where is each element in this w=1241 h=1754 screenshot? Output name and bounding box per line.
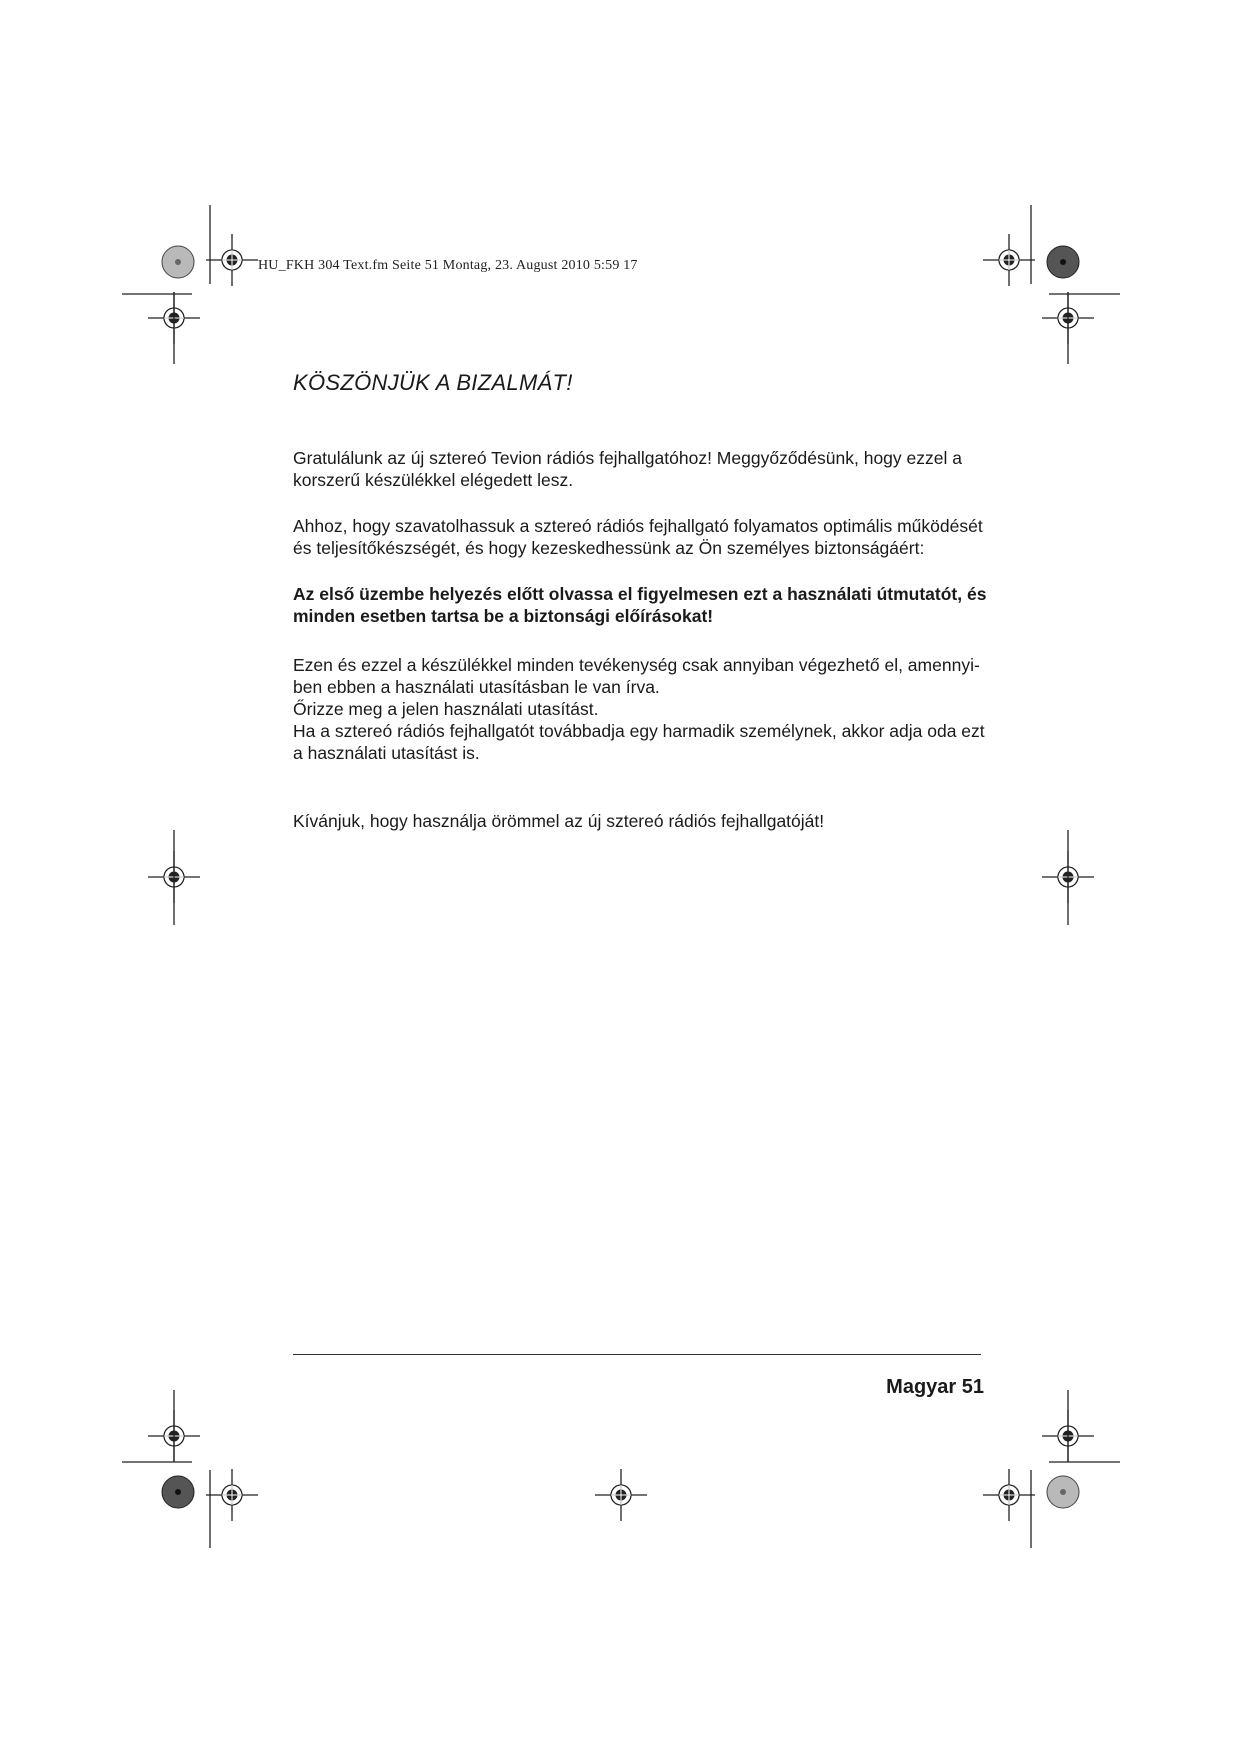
page-footer: Magyar 51 <box>886 1376 984 1398</box>
paragraph-usage <box>293 654 983 764</box>
paragraph-closing <box>293 810 983 832</box>
registration-mark-top-right <box>983 234 1035 286</box>
footer-rule <box>293 1354 981 1355</box>
color-target-top-left <box>162 246 194 278</box>
text-line: korszerű készülékkel elégedett lesz. <box>293 470 574 490</box>
text-line: Ezen és ezzel a készülékkel minden tevékenység csak annyiban végezhető el, amennyi- <box>293 655 980 675</box>
color-target-top-right <box>1047 246 1079 278</box>
registration-mark-bottom-right <box>983 1469 1035 1521</box>
text-line: Ha a sztereó rádiós fejhallgatót továbbadja egy harmadik személynek, akkor adja oda ezt <box>293 721 985 741</box>
text-line: és teljesítőkészségét, és hogy kezeskedhessünk az Ön személyes biztonságáért: <box>293 538 925 558</box>
color-target-bottom-left <box>162 1476 194 1508</box>
text-line: Őrizze meg a jelen használati utasítást. <box>293 699 599 719</box>
text-line: Kívánjuk, hogy használja örömmel az új sztereó rádiós fejhallgatóját! <box>293 811 825 831</box>
page-title: KÖSZÖNJÜK A BIZALMÁT! <box>293 370 573 395</box>
crop-lines <box>122 205 1120 1548</box>
paragraph-congratulation <box>293 447 983 491</box>
registration-mark-top-left <box>206 234 258 286</box>
text-line: a használati utasítást is. <box>293 743 480 763</box>
paragraph-safety-warning <box>293 583 987 627</box>
registration-mark-bottom-center <box>595 1469 647 1521</box>
text-line: Gratulálunk az új sztereó Tevion rádiós fejhallgatóhoz! Meggyőződésünk, hogy ezzel a <box>293 448 962 468</box>
file-slug: HU_FKH 304 Text.fm Seite 51 Montag, 23. August 2010 5:59 17 <box>258 258 638 273</box>
color-target-bottom-right <box>1047 1476 1079 1508</box>
paragraph-intro <box>293 515 983 559</box>
text-line: minden esetben tartsa be a biztonsági előírásokat! <box>293 606 714 626</box>
text-line: ben ebben a használati utasításban le van írva. <box>293 677 660 697</box>
registration-mark-bottom-left <box>206 1469 258 1521</box>
text-line: Ahhoz, hogy szavatolhassuk a sztereó rádiós fejhallgató folyamatos optimális működését <box>293 516 983 536</box>
text-line: Az első üzembe helyezés előtt olvassa el figyelmesen ezt a használati útmutatót, és <box>293 584 987 604</box>
